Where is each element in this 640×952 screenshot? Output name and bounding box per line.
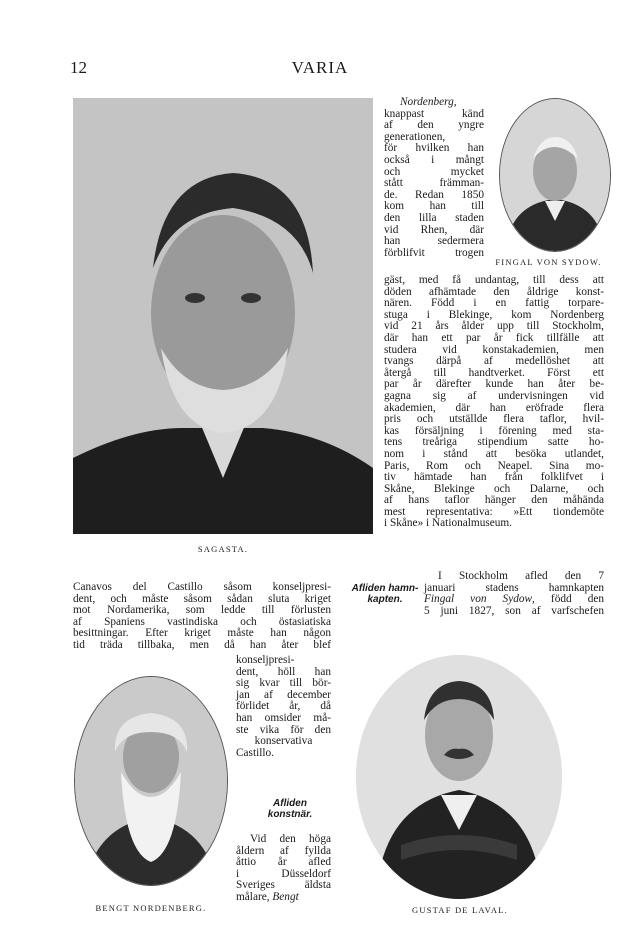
text-line: återgå till handtverket. Först ett xyxy=(384,366,604,379)
text-line: besittningar. Efter kriget måste han någon xyxy=(73,627,331,640)
text-line: åldern af fyllda xyxy=(236,844,331,857)
text-line: också i mångt xyxy=(384,153,484,166)
text-line: Canavos del Castillo såsom konseljpresi- xyxy=(73,581,331,593)
text-line: sig kvar till bör- xyxy=(236,677,331,690)
bengt-name: Bengt xyxy=(272,890,299,903)
running-title: VARIA xyxy=(291,58,349,77)
text-line: januari stadens hamnkapten xyxy=(424,581,604,594)
text-line: döden afhämtade den åldrige konst- xyxy=(384,285,604,298)
text-line: akademien, där han eröfrade flera xyxy=(384,401,604,414)
text-line: kas försäljning i förening med sta- xyxy=(384,424,604,437)
text-line: generationen, xyxy=(384,130,446,143)
nordenberg-name: Nordenberg, xyxy=(400,96,457,108)
text-line: par år därefter kunde han åter be- xyxy=(384,378,604,391)
text-line: han sedermera xyxy=(384,235,484,248)
text-line: stått främman- xyxy=(384,177,484,190)
left-narrow-text xyxy=(236,655,331,759)
text-line: han omsider må- xyxy=(236,711,331,724)
text-line: af hans taflor hänger den måhända xyxy=(384,494,604,507)
text-line: knappast känd xyxy=(384,107,484,120)
sidenote-line: Afliden xyxy=(273,798,307,809)
text-line: dent, och måste såsom sådan sluta kriget xyxy=(73,592,331,605)
text-line: studera vid konstakademien, men xyxy=(384,343,604,356)
sydow-caption: FINGAL VON SYDOW. xyxy=(495,257,602,267)
text-line: förlidet år, då xyxy=(236,700,331,713)
sidenote-hamnkapten xyxy=(345,583,425,605)
text-line: Paris, Rom och Neapel. Sina mo- xyxy=(384,459,604,472)
sidenote-line: konstnär. xyxy=(267,809,313,820)
page-number: 12 xyxy=(70,58,87,77)
text-line: för hvilken han xyxy=(384,142,484,155)
text-line: förblifvit trogen xyxy=(384,246,484,259)
text-line: tid träda tillbaka, men då han åter blef xyxy=(73,638,331,651)
sidenote-line: kapten. xyxy=(367,594,403,605)
text-line: dent, höll han xyxy=(236,665,331,678)
text-line: tiv hämtade han från folklifvet i xyxy=(384,471,604,484)
text-line: nom i stånd att besöka utlandet, xyxy=(384,447,604,460)
text-line: stuga i Blekinge, kom Nordenberg xyxy=(384,308,604,321)
text-line: vid Rhen, där xyxy=(384,223,484,236)
right-body-text xyxy=(384,275,604,530)
text-line: Vid den höga xyxy=(250,833,331,845)
text-line: och mycket xyxy=(384,165,484,178)
text-line: tvangs därpå af medellöshet att xyxy=(384,355,604,368)
text-line: Fingal von Sydow, född den xyxy=(424,593,604,606)
left-body-text xyxy=(73,582,331,652)
sagasta-caption: SAGASTA. xyxy=(197,544,249,554)
text-line: Skåne, Blekinge och Dalarne, och xyxy=(384,482,604,495)
sidenote-konstnar xyxy=(250,798,330,820)
left-bottom-text xyxy=(236,834,331,904)
nordenberg-caption: BENGT NORDENBERG. xyxy=(95,903,207,913)
text-line: nären. Född i en fattig torpare- xyxy=(384,297,604,310)
sydow-portrait xyxy=(499,98,611,252)
text-line: Sveriges äldsta xyxy=(236,879,331,892)
text-line: I Stockholm afled den 7 xyxy=(438,570,604,582)
right-top-text xyxy=(384,97,484,259)
laval-portrait xyxy=(356,655,562,899)
sydow-name: Fingal von Sydow xyxy=(424,593,533,606)
sagasta-portrait xyxy=(73,98,373,534)
text-line: jan af december xyxy=(236,688,331,701)
text-line: konservativa xyxy=(254,735,313,748)
text-line: vid 21 års ålder upp till Stockholm, xyxy=(384,320,604,333)
text-line: målare, Bengt xyxy=(236,890,299,903)
sydow-paragraph xyxy=(424,571,604,617)
text-line: mot Nordamerika, som ledde till förlusten xyxy=(73,604,331,617)
text-line: mest representativa: »Ett tiondemöte xyxy=(384,505,604,518)
text-line: Castillo. xyxy=(236,746,274,759)
text-line: i Skåne» i Nationalmuseum. xyxy=(384,517,513,530)
text-line: pris och utställde flera taflor, hvil- xyxy=(384,413,604,426)
text-line: de. Redan 1850 xyxy=(384,188,484,201)
text-line: i Düsseldorf xyxy=(236,867,331,880)
text-line: af Spaniens vastindiska och östasiatiska xyxy=(73,615,331,628)
text-line: ste vika för den xyxy=(236,723,331,736)
sidenote-line: Afliden hamn- xyxy=(351,583,419,594)
text-line: gäst, med få undantag, till dess att xyxy=(384,274,604,286)
laval-caption: GUSTAF DE LAVAL. xyxy=(412,905,508,915)
text-line: af den yngre xyxy=(384,119,484,132)
text-line: åttio år afled xyxy=(236,856,331,869)
text-line: konseljpresi- xyxy=(236,654,295,666)
text-line: kom han till xyxy=(384,200,484,213)
nordenberg-portrait xyxy=(74,676,228,886)
text-line: den lilla staden xyxy=(384,211,484,224)
text-line: gagna sig af undervisningen vid xyxy=(384,389,604,402)
text-line: tens treåriga stipendium satte ho- xyxy=(384,436,604,449)
text-line: där han ett par år fick tillfälle att xyxy=(384,331,604,344)
text-line: 5 juni 1827, son af varfschefen xyxy=(424,604,604,617)
